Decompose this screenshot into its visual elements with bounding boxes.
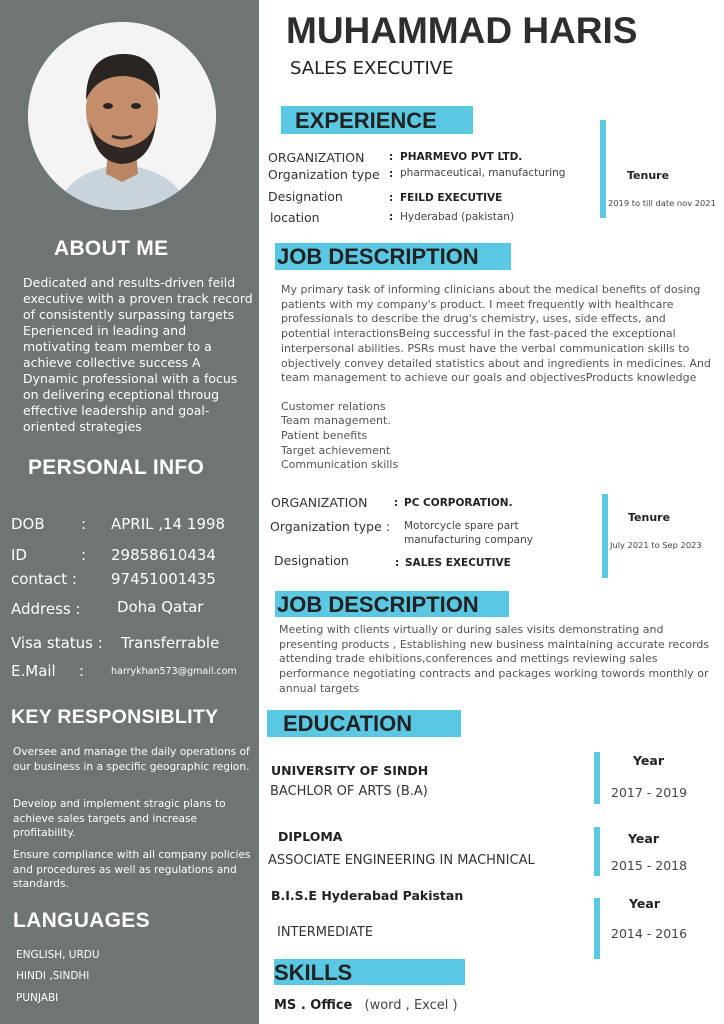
- personal-info-heading: PERSONAL INFO: [28, 456, 205, 479]
- profile-photo: [28, 22, 216, 210]
- visa-value: Transferrable: [121, 634, 220, 652]
- job-duty-item: Team management.: [281, 414, 391, 427]
- job-description-text: My primary task of informing clinicians about the medical benefits of dosing patients with my company's product. I meet frequently with healthcare professionals to describe the drug's chemistry, uses, side effects, and potential interactionsBeing successful in the fast-paced the exceptional interpersonal abilities. PSRs must have the verbal communication skills to objectively convey detailed statistics about and ingredients in medicines. And team management to achieve our goals and objectivesProducts knowledge: [281, 283, 711, 385]
- designation-value: FEILD EXECUTIVE: [400, 192, 503, 204]
- responsibility-item: Ensure compliance with all company policies and procedures as well as regulations and standards.: [13, 849, 251, 890]
- full-name: MUHAMMAD HARIS: [286, 10, 638, 51]
- address-label: Address :: [11, 600, 81, 618]
- org-value: PHARMEVO PVT LTD.: [400, 151, 523, 163]
- location-sep: :: [389, 211, 394, 223]
- education-institution: DIPLOMA: [278, 829, 343, 844]
- id-value: 29858610434: [111, 546, 216, 564]
- education-divider: [594, 827, 600, 876]
- key-responsibility-heading: KEY RESPONSIBLITY: [11, 706, 219, 728]
- job-duty-item: Communication skills: [281, 458, 399, 471]
- education-divider: [594, 898, 600, 959]
- job-description-heading: JOB DESCRIPTION: [277, 592, 479, 617]
- id-label: ID: [11, 546, 27, 564]
- about-text: Dedicated and results-driven feild executive with a proven track record of consistently surpassing targets Eperienced in leading and motivating team member to a achieve collective success A Dynamic professional with a focus on delivering eceptional throug effective leadership and goal-oriented strategies: [23, 275, 253, 434]
- languages-heading: LANGUAGES: [13, 909, 150, 932]
- language-item: PUNJABI: [16, 992, 59, 1004]
- visa-label: Visa status :: [11, 634, 103, 652]
- tenure-divider: [602, 494, 608, 578]
- designation-value: SALES EXECUTIVE: [405, 557, 511, 569]
- responsibility-item: Develop and implement stragic plans to achieve sales targets and increase profitability.: [13, 798, 226, 839]
- designation-sep: :: [389, 192, 394, 204]
- email-separator: :: [79, 662, 85, 680]
- org-type-label: Organization type :: [270, 519, 390, 534]
- location-label: location: [270, 210, 320, 225]
- address-value: Doha Qatar: [117, 598, 204, 616]
- dob-separator: :: [81, 515, 87, 533]
- language-item: ENGLISH, URDU: [16, 949, 100, 961]
- job-description-heading: JOB DESCRIPTION: [277, 244, 479, 269]
- org-sep: :: [394, 497, 399, 509]
- skill-detail: (word , Excel ): [364, 998, 458, 1013]
- sidebar: [0, 0, 259, 1024]
- year-range: 2017 - 2019: [611, 785, 688, 800]
- org-type-label: Organization type: [268, 167, 380, 182]
- tenure-label: Tenure: [628, 511, 671, 524]
- education-institution: UNIVERSITY OF SINDH: [271, 763, 429, 778]
- main-content: [259, 0, 724, 1024]
- email-label: E.Mail: [11, 662, 56, 680]
- designation-label: Designation: [274, 553, 349, 568]
- tenure-dates: July 2021 to Sep 2023: [610, 540, 702, 550]
- job-description-text: Meeting with clients virtually or during sales visits demonstrating and presenting products , Establishing new business maintaining accurate records attending trade ehibitions,conferences and mettings reviewing sales performance negotiating contracts and packages working towords monthly or annual targets: [279, 623, 710, 695]
- org-label: ORGANIZATION: [268, 150, 365, 165]
- contact-label: contact :: [11, 570, 77, 588]
- email-value[interactable]: harrykhan573@gmail.com: [111, 666, 237, 677]
- person-portrait-icon: [28, 22, 216, 210]
- about-heading: ABOUT ME: [54, 237, 169, 260]
- year-range: 2014 - 2016: [611, 926, 688, 941]
- designation-label: Designation: [268, 189, 343, 204]
- org-sep: :: [389, 151, 394, 163]
- education-divider: [594, 752, 600, 804]
- org-type-value: manufacturing company: [404, 534, 533, 546]
- language-item: HINDI ,SINDHI: [16, 970, 90, 982]
- job-duty-item: Patient benefits: [281, 429, 368, 442]
- skill-item: [274, 998, 458, 1013]
- responsibility-item: Oversee and manage the daily operations of our business in a specific geographic region.: [13, 746, 250, 773]
- org-type-value: pharmaceutical, manufacturing: [400, 167, 566, 179]
- id-separator: :: [81, 546, 87, 564]
- year-label: Year: [633, 753, 664, 768]
- job-duty-item: Customer relations: [281, 400, 386, 413]
- education-heading: EDUCATION: [283, 711, 413, 736]
- org-label: ORGANIZATION: [271, 495, 368, 510]
- org-type-value: Motorcycle spare part: [404, 520, 519, 532]
- job-title: SALES EXECUTIVE: [290, 58, 454, 79]
- job-duty-item: Target achievement: [281, 444, 391, 457]
- dob-label: DOB: [11, 515, 45, 533]
- tenure-dates: 2019 to till date nov 2021: [608, 198, 716, 208]
- education-institution: B.I.S.E Hyderabad Pakistan: [271, 888, 464, 903]
- contact-value: 97451001435: [111, 570, 216, 588]
- year-range: 2015 - 2018: [611, 858, 688, 873]
- tenure-divider: [600, 120, 606, 218]
- designation-sep: :: [395, 557, 400, 569]
- education-degree: BACHLOR OF ARTS (B.A): [270, 784, 428, 799]
- dob-value: APRIL ,14 1998: [111, 515, 226, 533]
- skill-name: MS . Office: [274, 998, 353, 1013]
- skills-heading: SKILLS: [274, 960, 353, 985]
- org-value: PC CORPORATION.: [404, 497, 513, 509]
- experience-heading: EXPERIENCE: [295, 108, 437, 133]
- year-label: Year: [628, 831, 659, 846]
- org-type-sep: :: [389, 168, 394, 180]
- location-value: Hyderabad (pakistan): [400, 211, 515, 223]
- education-degree: ASSOCIATE ENGINEERING IN MACHNICAL: [268, 853, 535, 868]
- education-degree: INTERMEDIATE: [277, 925, 374, 940]
- tenure-label: Tenure: [627, 169, 670, 182]
- year-label: Year: [629, 896, 660, 911]
